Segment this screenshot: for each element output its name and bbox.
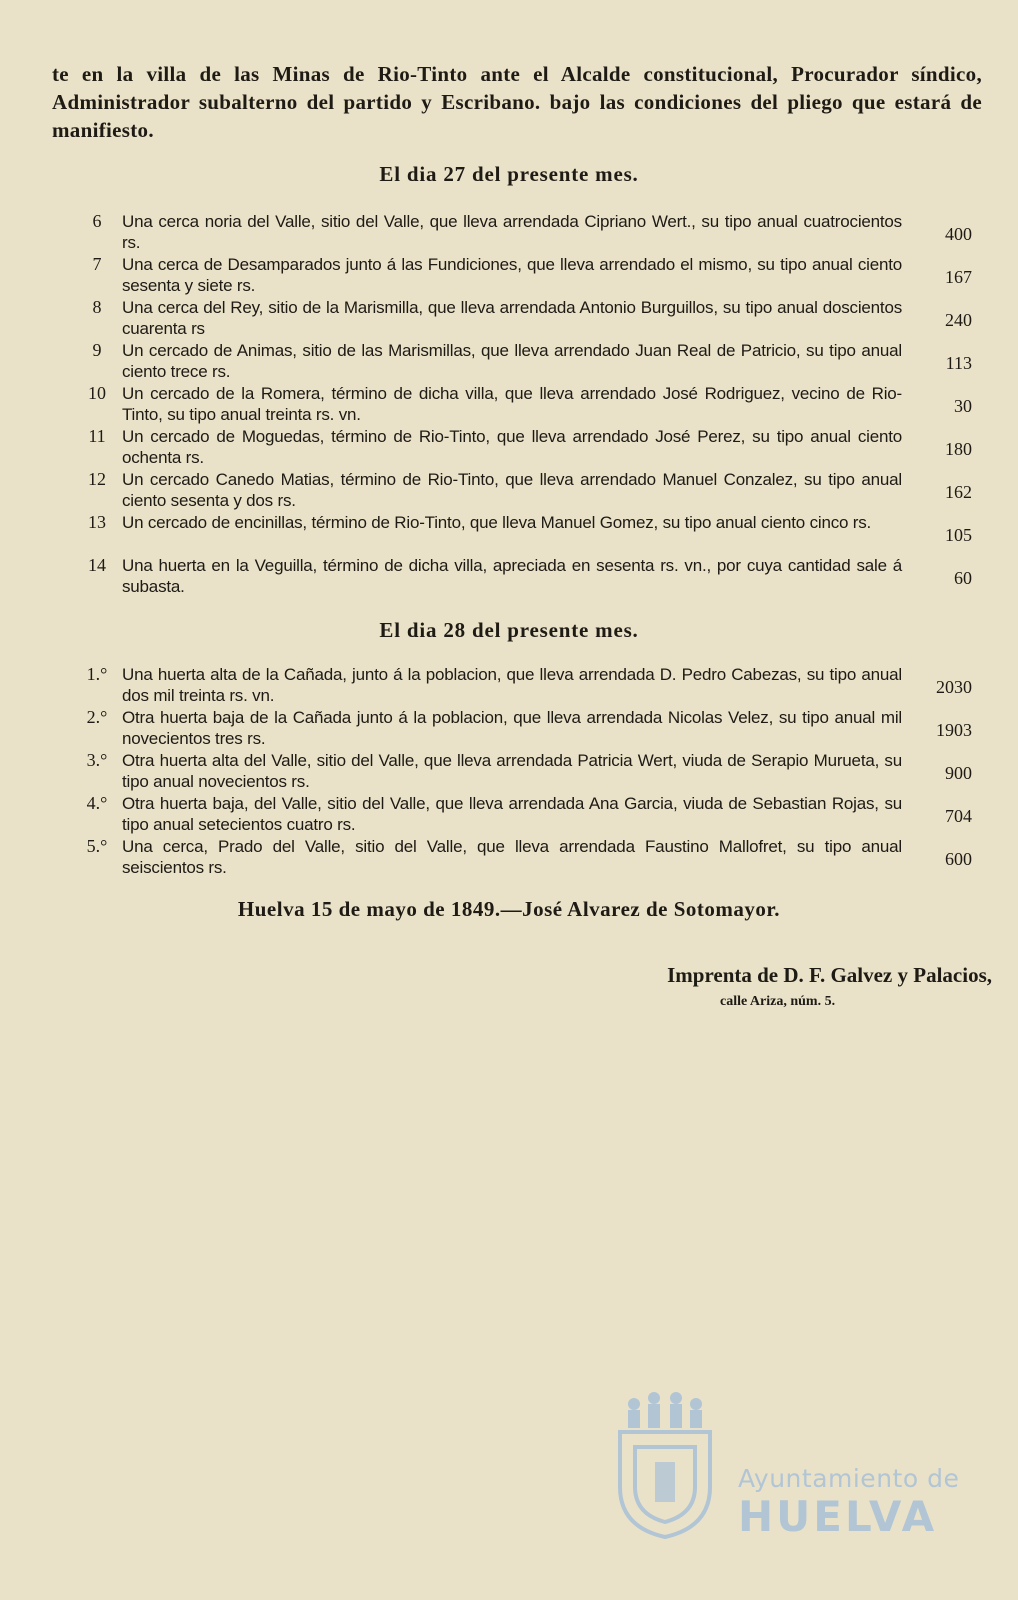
lot-description: Una cerca de Desamparados junto á las Fundiciones, que lleva arrendado el mismo, su tipo anual ciento sesenta y siete rs. xyxy=(122,255,902,295)
lot-description: Un cercado de Animas, sitio de las Marismillas, que lleva arrendado Juan Real de Patricio, su tipo anual ciento trece rs. xyxy=(122,341,902,381)
lot-9 xyxy=(72,340,972,382)
lot-amount: 180 xyxy=(945,439,972,459)
lot-5 xyxy=(72,836,972,878)
lot-amount: 162 xyxy=(945,482,972,502)
printer-address: calle Ariza, núm. 5. xyxy=(720,994,836,1009)
lot-number: 1.° xyxy=(86,664,108,684)
signature-line: Huelva 15 de mayo de 1849.—José Alvarez de Sotomayor. xyxy=(237,897,781,921)
lot-description: Un cercado de la Romera, término de dicha villa, que lleva arrendado José Rodriguez, vecino de Rio-Tinto, su tipo anual treinta rs. vn. xyxy=(122,384,902,424)
lot-11 xyxy=(72,426,972,468)
lot-number: 14 xyxy=(88,555,106,575)
lot-amount: 30 xyxy=(954,396,972,416)
lot-number: 5.° xyxy=(86,836,108,856)
lot-number: 9 xyxy=(92,340,102,360)
crest-icon xyxy=(600,1392,730,1542)
lot-amount: 105 xyxy=(945,525,972,545)
lot-amount: 600 xyxy=(945,849,972,869)
intro-paragraph: te en la villa de las Minas de Rio-Tinto ante el Alcalde constitucional, Procurador síndico, Administrador subalterno del partido y Escribano. bajo las condiciones del pliego que estará de manifiesto. xyxy=(52,62,982,142)
lot-6 xyxy=(72,211,972,253)
lot-number: 12 xyxy=(88,469,106,489)
lot-amount: 60 xyxy=(954,568,972,588)
lot-number: 11 xyxy=(88,426,106,446)
lot-14 xyxy=(72,555,972,597)
section-heading-27: El dia 27 del presente mes. xyxy=(379,162,639,186)
lot-amount: 240 xyxy=(945,310,972,330)
watermark-line-2: HUELVA xyxy=(738,1492,938,1541)
lot-number: 10 xyxy=(88,383,106,403)
lot-description: Un cercado de Moguedas, término de Rio-Tinto, que lleva arrendado José Perez, su tipo anual ciento ochenta rs. xyxy=(122,427,902,467)
lot-amount: 1903 xyxy=(936,720,972,740)
lot-description: Una cerca del Rey, sitio de la Marismilla, que lleva arrendada Antonio Burguillos, su tipo anual doscientos cuarenta rs xyxy=(122,298,902,338)
lot-description: Otra huerta baja, del Valle, sitio del Valle, que lleva arrendada Ana Garcia, viuda de Sebastian Rojas, su tipo anual setecientos cuatro rs. xyxy=(122,794,902,834)
lot-description: Otra huerta baja de la Cañada junto á la poblacion, que lleva arrendada Nicolas Velez, su tipo anual mil novecientos tres rs. xyxy=(122,708,902,748)
lot-8 xyxy=(72,297,972,339)
lot-amount: 900 xyxy=(945,763,972,783)
lot-10 xyxy=(72,383,972,425)
lot-description: Otra huerta alta del Valle, sitio del Valle, que lleva arrendada Patricia Wert, viuda de Serapio Murueta, su tipo anual novecientos rs. xyxy=(122,751,902,791)
lot-description: Una huerta en la Veguilla, término de dicha villa, apreciada en sesenta rs. vn., por cuya cantidad sale á subasta. xyxy=(122,556,902,596)
lot-amount: 167 xyxy=(945,267,972,287)
lot-amount: 400 xyxy=(945,224,972,244)
lot-3 xyxy=(72,750,972,792)
lot-12 xyxy=(72,469,972,511)
lot-number: 4.° xyxy=(86,793,108,813)
section-heading-28: El dia 28 del presente mes. xyxy=(379,618,639,642)
lot-description: Una cerca, Prado del Valle, sitio del Valle, que lleva arrendada Faustino Mallofret, su tipo anual seiscientos rs. xyxy=(122,837,902,877)
lot-number: 13 xyxy=(88,512,106,532)
lot-number: 2.° xyxy=(86,707,108,727)
lot-description: Una cerca noria del Valle, sitio del Valle, que lleva arrendada Cipriano Wert., su tipo anual cuatrocientos rs. xyxy=(122,212,902,252)
lot-number: 3.° xyxy=(86,750,108,770)
lot-amount: 113 xyxy=(945,353,972,373)
lot-1 xyxy=(72,664,972,706)
lot-description: Un cercado de encinillas, término de Rio-Tinto, que lleva Manuel Gomez, su tipo anual ciento cinco rs. xyxy=(122,513,872,532)
lot-2 xyxy=(72,707,972,749)
lot-description: Un cercado Canedo Matias, término de Rio-Tinto, que lleva arrendado Manuel Conzalez, su tipo anual ciento sesenta y dos rs. xyxy=(122,470,902,510)
lot-13 xyxy=(72,512,972,554)
lot-description: Una huerta alta de la Cañada, junto á la poblacion, que lleva arrendada D. Pedro Cabezas, su tipo anual dos mil treinta rs. vn. xyxy=(122,665,902,705)
lot-number: 7 xyxy=(92,254,102,274)
lot-number: 6 xyxy=(92,211,102,231)
lot-amount: 704 xyxy=(945,806,972,826)
lot-4 xyxy=(72,793,972,835)
watermark-line-1: Ayuntamiento de xyxy=(738,1464,960,1493)
lot-amount: 2030 xyxy=(936,677,972,697)
printer-imprint: Imprenta de D. F. Galvez y Palacios, xyxy=(667,963,992,987)
watermark xyxy=(600,1392,960,1542)
lot-number: 8 xyxy=(92,297,102,317)
lot-7 xyxy=(72,254,972,296)
